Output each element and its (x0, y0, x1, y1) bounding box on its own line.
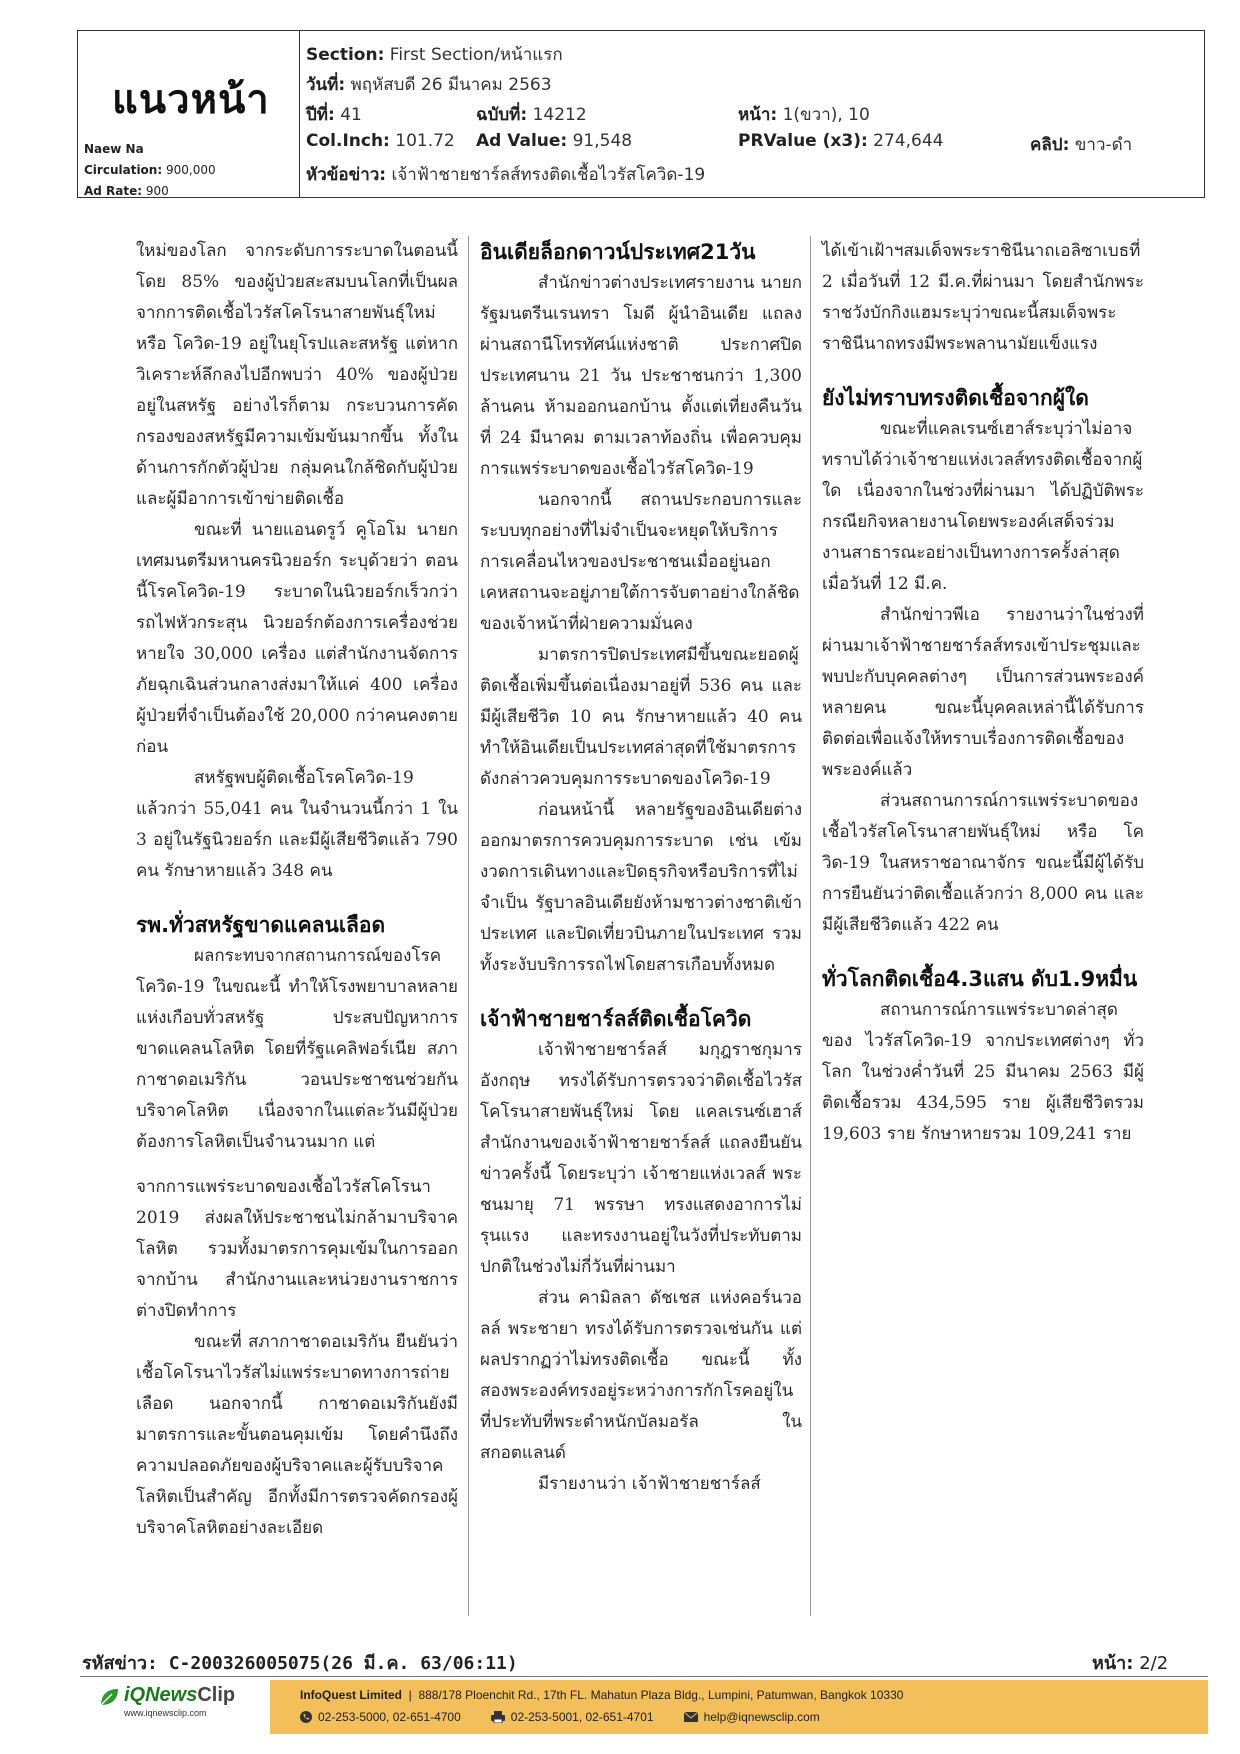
section-label: Section: (306, 45, 385, 65)
prvalue-label: PRValue (x3): (738, 131, 868, 151)
publication-en: Naew Na (84, 142, 144, 156)
paragraph: จากการแพร่ระบาดของเชื้อไวรัสโคโรนา 2019 ส่งผลให้ประชาชนไม่กล้ามาบริจาคโลหิต รวมทั้งมาตรการคุมเข้มในการออกจากบ้าน สำนักงานและหน่วยงานราชการต่างปิดทำการ (136, 1177, 458, 1321)
logo-wordmark (124, 1684, 235, 1707)
circulation-label: Circulation: (84, 163, 163, 177)
publication-box (78, 31, 300, 197)
advalue-value: 91,548 (572, 131, 633, 151)
clip-header (77, 30, 1205, 198)
phone-icon (300, 1711, 312, 1723)
subheading: รพ.ทั่วสหรัฐขาดแคลนเลือด (136, 913, 386, 937)
date-value: พฤหัสบดี 26 มีนาคม 2563 (350, 75, 552, 95)
paragraph: ส่วน คามิลลา ดัชเชส แห่งคอร์นวอลล์ พระชายา ทรงได้รับการตรวจเช่นกัน แต่ผลปรากฏว่าไม่ทรงติดเชื้อ ขณะนี้ ทั้งสองพระองค์ทรงอยู่ระหว่างการกักโรคอยู่ในที่ประทับที่พระตำหนักบัลมอรัล ในสกอตแลนด์ (480, 1288, 802, 1463)
footer-divider (80, 1676, 1208, 1677)
headline-row (306, 161, 705, 189)
logo-accent: Clip (197, 1684, 236, 1706)
issue-label: ฉบับที่: (476, 105, 528, 125)
mail-icon (684, 1712, 698, 1722)
paragraph: สำนักข่าวต่างประเทศรายงาน นายกรัฐมนตรีนเรนทรา โมดี ผู้นำอินเดีย แถลงผ่านสถานีโทรทัศน์แห่งชาติ ประกาศปิดประเทศนาน 21 วัน ประชาชนกว่า 1,300 ล้านคน ห้ามออกนอกบ้าน ตั้งแต่เที่ยงคืนวันที่ 24 มีนาคม ตามเวลาท้องถิ่น เพื่อควบคุมการแพร่ระบาดของเชื้อไวรัสโควิด-19 (480, 273, 802, 479)
iqnewsclip-logo[interactable] (98, 1684, 258, 1730)
paragraph: ขณะที่แคลเรนซ์เฮาส์ระบุว่าไม่อาจทราบได้ว่าเจ้าชายแห่งเวลส์ทรงติดเชื้อจากผู้ใด เนื่องจากในช่วงที่ผ่านมา ได้ปฏิบัติพระกรณียกิจหลายงานโดยพระองค์เสด็จร่วมงานสาธารณะอย่างเป็นทางการครั้งล่าสุด เมื่อวันที่ 12 มี.ค. (822, 419, 1144, 594)
column-divider (810, 236, 811, 1616)
paragraph: สถานการณ์การแพร่ระบาดล่าสุดของ ไวรัสโควิด-19 จากประเทศต่างๆ ทั่วโลก ในช่วงค่ำวันที่ 25 มีนาคม 2563 มีผู้ติดเชื้อรวม 434,595 ราย ผู้เสียชีวิตรวม 19,603 ราย รักษาหายรวม 109,241 ราย (822, 1000, 1144, 1144)
section-value: First Section/หน้าแรก (389, 45, 563, 65)
article-column-3 (822, 236, 1144, 1150)
column-divider (468, 236, 469, 1616)
paragraph: สำนักข่าวพีเอ รายงานว่าในช่วงที่ผ่านมาเจ้าฟ้าชายชาร์ลส์ทรงเข้าประชุมและพบปะกับบุคคลต่างๆ เป็นการส่วนพระองค์หลายคน ขณะนี้บุคคลเหล่านี้ได้รับการติดต่อเพื่อแจ้งให้ทราบเรื่องการติดเชื้อของพระองค์แล้ว (822, 605, 1144, 780)
paragraph: ใหม่ของโลก จากระดับการระบาดในตอนนี้ โดย 85% ของผู้ป่วยสะสมบนโลกที่เป็นผลจากการติดเชื้อไวรัสโคโรนาสายพันธุ์ใหม่ หรือ โควิด-19 อยู่ในยุโรปและสหรัฐ แต่หากวิเคราะห์ลึกลงไปอีกพบว่า 40% ของผู้ป่วยอยู่ในสหรัฐ อย่างไรก็ตาม กระบวนการคัดกรองของสหรัฐมีความเข้มข้นมากขึ้น ทั้งในด้านการกักตัวผู้ป่วย กลุ่มคนใกล้ชิดกับผู้ป่วย และผู้มีอาการเข้าข่ายติดเชื้อ (136, 241, 458, 509)
circulation-value: 900,000 (165, 163, 216, 177)
publication-meta (84, 139, 216, 202)
ad-rate-label: Ad Rate: (84, 184, 143, 198)
email-contact[interactable] (684, 1710, 820, 1724)
fax-numbers: 02-253-5001, 02-651-4701 (510, 1710, 654, 1724)
footer-page-label: หน้า: (1092, 1653, 1134, 1674)
year-label: ปีที่: (306, 105, 335, 125)
paragraph: ขณะที่ สภากาชาดอเมริกัน ยืนยันว่า เชื้อโคโรนาไวรัสไม่แพร่ระบาดทางการถ่ายเลือด นอกจากนี้ กาชาดอเมริกันยังมีมาตรการและขั้นตอนคุมเข้ม โดยคำนึงถึงความปลอดภัยของผู้บริจาคและผู้รับบริจาคโลหิตเป็นสำคัญ อีกทั้งมีการตรวจคัดกรองผู้บริจาคโลหิตอย่างละเอียด (136, 1332, 458, 1538)
paragraph: ได้เข้าเฝ้าฯสมเด็จพระราชินีนาถเอลิซาเบธที่ 2 เมื่อวันที่ 12 มี.ค.ที่ผ่านมา โดยสำนักพระราชวังบักกิงแฮมระบุว่าขณะนี้สมเด็จพระราชินีนาถทรงมีพระพลานามัยแข็งแรง (822, 241, 1144, 354)
date-label: วันที่: (306, 75, 346, 95)
contact-row (300, 1710, 850, 1724)
company-name: InfoQuest Limited (300, 1688, 402, 1702)
value-row (306, 131, 1186, 159)
leaf-icon (98, 1686, 120, 1708)
colinch-label: Col.Inch: (306, 131, 390, 151)
paragraph: สหรัฐพบผู้ติดเชื้อโรคโควิด-19 แล้วกว่า 55,041 คน ในจำนวนนี้กว่า 1 ใน 3 อยู่ในรัฐนิวยอร์ก และมีผู้เสียชีวิตแล้ว 790 คน รักษาหายแล้ว 348 คน (136, 768, 458, 881)
paragraph: มาตรการปิดประเทศมีขึ้นขณะยอดผู้ติดเชื้อเพิ่มขึ้นต่อเนื่องมาอยู่ที่ 536 คน และมีผู้เสียชีวิต 10 คน รักษาหายแล้ว 40 คน ทำให้อินเดียเป็นประเทศล่าสุดที่ใช้มาตรการดังกล่าวควบคุมการระบาดของโควิด-19 (480, 645, 802, 789)
publication-title: แนวหน้า (112, 77, 270, 123)
company-address-text: 888/178 Ploenchit Rd., 17th FL. Mahatun Plaza Bldg., Lumpini, Patumwan, Bangkok 10330 (418, 1688, 904, 1702)
year-value: 41 (340, 105, 362, 125)
section-row (306, 41, 563, 69)
page-label: หน้า: (738, 105, 778, 125)
subheading: ยังไม่ทราบทรงติดเชื้อจากผู้ใด (822, 386, 1089, 410)
prvalue-value: 274,644 (873, 131, 944, 151)
phone-contact (300, 1710, 461, 1724)
logo-main: iQNews (124, 1684, 198, 1706)
phone-numbers: 02-253-5000, 02-651-4700 (318, 1710, 461, 1724)
page-value: 1(ขวา), 10 (782, 105, 870, 125)
footer-page-value: 2/2 (1139, 1653, 1169, 1674)
article-column-2 (480, 236, 802, 1500)
logo-url: www.iqnewsclip.com (124, 1708, 207, 1718)
subheading: เจ้าฟ้าชายชาร์ลส์ติดเชื้อโควิด (480, 1007, 752, 1031)
colinch-value: 101.72 (395, 131, 455, 151)
paragraph: มีรายงานว่า เจ้าฟ้าชายชาร์ลส์ (538, 1474, 761, 1494)
clip-value: ขาว-ดำ (1074, 135, 1133, 155)
advalue-label: Ad Value: (476, 131, 568, 151)
issue-row (306, 101, 1166, 129)
news-code: รหัสข่าว: C-200326005075(26 มี.ค. 63/06:11) (82, 1653, 518, 1674)
paragraph: ก่อนหน้านี้ หลายรัฐของอินเดียต่างออกมาตรการควบคุมการระบาด เช่น เข้มงวดการเดินทางและปิดธุรกิจหรือบริการที่ไม่จำเป็น รัฐบาลอินเดียยังห้ามชาวต่างชาติเข้าประเทศ และปิดเที่ยวบินภายในประเทศ รวมทั้งระงับบริการรถไฟโดยสารเกือบทั้งหมด (480, 800, 802, 975)
company-address: InfoQuest Limited | 888/178 Ploenchit Rd., 17th FL. Mahatun Plaza Bldg., Lumpini, Patumwan, Bangkok 10330 (300, 1688, 904, 1702)
issue-value: 14212 (532, 105, 587, 125)
headline-label: หัวข้อข่าว: (306, 165, 387, 185)
paragraph: ส่วนสถานการณ์การแพร่ระบาดของเชื้อไวรัสโคโรนาสายพันธุ์ใหม่ หรือ โควิด-19 ในสหราชอาณาจักร ขณะนี้มีผู้ได้รับการยืนยันว่าติดเชื้อแล้วกว่า 8,000 คน และมีผู้เสียชีวิตแล้ว 422 คน (822, 791, 1144, 935)
paragraph: เจ้าฟ้าชายชาร์ลส์ มกุฎราชกุมารอังกฤษ ทรงได้รับการตรวจว่าติดเชื้อไวรัสโคโรนาสายพันธุ์ใหม่ โดย แคลเรนซ์เฮาส์ สำนักงานของเจ้าฟ้าชายชาร์ลส์ แถลงยืนยันข่าวครั้งนี้ โดยระบุว่า เจ้าชายแห่งเวลส์ พระชนมายุ 71 พรรษา ทรงแสดงอาการไม่รุนแรง และทรงงานอยู่ในวังที่ประทับตามปกติในช่วงไม่กี่วันที่ผ่านมา (480, 1040, 802, 1277)
email-address[interactable]: help@iqnewsclip.com (703, 1710, 820, 1724)
paragraph: นอกจากนี้ สถานประกอบการและระบบทุกอย่างที่ไม่จำเป็นจะหยุดให้บริการ การเคลื่อนไหวของประชาชนเมื่ออยู่นอกเคหสถานจะอยู่ภายใต้การจับตาอย่างใกล้ชิดของเจ้าหน้าที่ฝ่ายความมั่นคง (480, 490, 802, 634)
footer-page (1092, 1648, 1168, 1677)
headline-value: เจ้าฟ้าชายชาร์ลส์ทรงติดเชื้อไวรัสโควิด-19 (391, 165, 706, 185)
clip-label: คลิป: (1030, 135, 1070, 155)
date-row (306, 71, 552, 99)
subheading: ทั่วโลกติดเชื้อ4.3แสน ดับ1.9หมื่น (822, 967, 1138, 991)
footer-contact-band (270, 1680, 1208, 1734)
fax-icon (491, 1711, 505, 1723)
paragraph: ขณะที่ นายแอนดรูว์ คูโอโม นายกเทศมนตรีมหานครนิวยอร์ก ระบุด้วยว่า ตอนนี้โรคโควิด-19 ระบาดในนิวยอร์กเร็วกว่ารถไฟหัวกระสุน นิวยอร์กต้องการเครื่องช่วยหายใจ 30,000 เครื่อง แต่สำนักงานจัดการภัยฉุกเฉินส่วนกลางส่งมาให้แค่ 400 เครื่อง ผู้ป่วยที่จำเป็นต้องใช้ 20,000 กว่าคนคงตายก่อน (136, 520, 458, 757)
subheading: อินเดียล็อกดาวน์ประเทศ21วัน (480, 240, 756, 264)
ad-rate-value: 900 (145, 184, 169, 198)
fax-contact (491, 1710, 654, 1724)
article-column-1 (136, 236, 458, 1544)
paragraph: ผลกระทบจากสถานการณ์ของโรคโควิด-19 ในขณะนี้ ทำให้โรงพยาบาลหลายแห่งเกือบทั่วสหรัฐ ประสบปัญหาการขาดแคลนโลหิต โดยที่รัฐแคลิฟอร์เนีย สภากาชาดอเมริกัน วอนประชาชนช่วยกันบริจาคโลหิต เนื่องจากในแต่ละวันมีผู้ป่วยต้องการโลหิตเป็นจำนวนมาก แต่ (136, 946, 458, 1152)
